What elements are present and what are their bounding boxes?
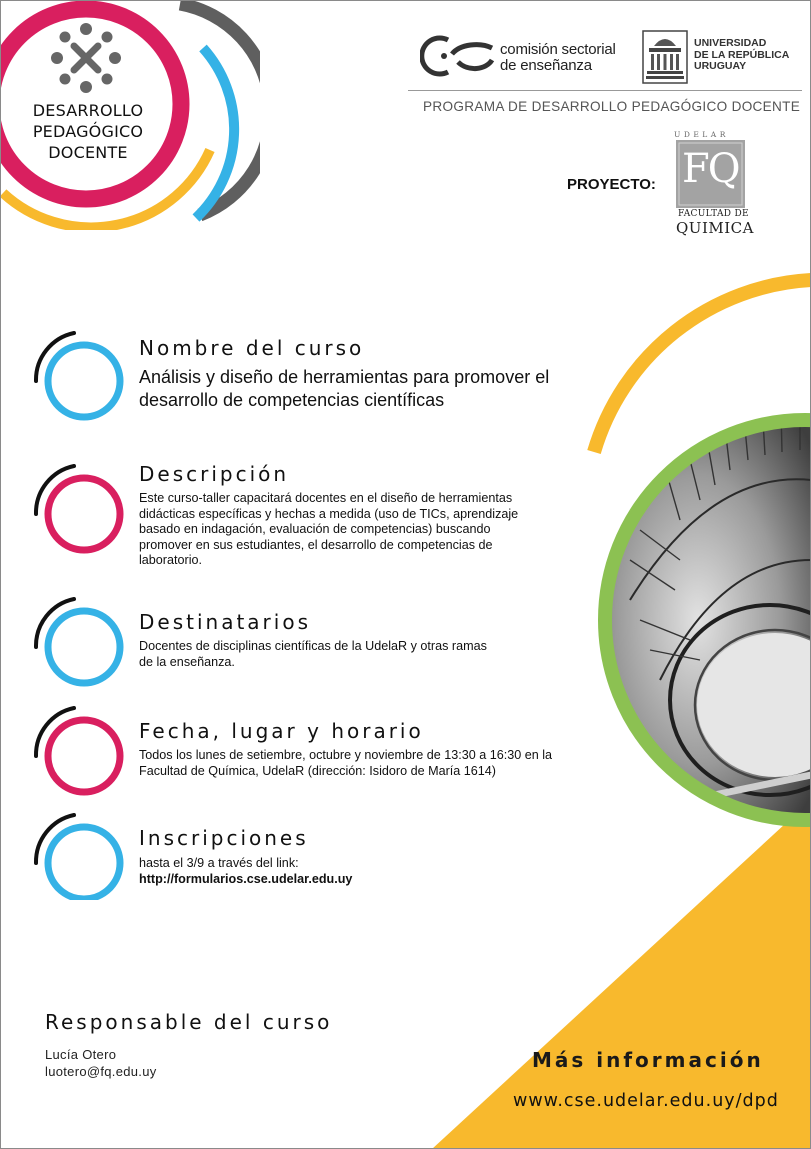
- mas-informacion-title: Más información: [532, 1048, 764, 1072]
- udelar-logo-text: [694, 38, 789, 73]
- dpd-logo-text: [12, 100, 164, 163]
- udelar-line-1: UNIVERSIDAD: [694, 37, 767, 49]
- udelar-line-2: DE LA REPÚBLICA: [694, 48, 790, 61]
- cse-logo-icon: [420, 32, 498, 80]
- section-title-inscripciones: Inscripciones: [139, 826, 309, 850]
- section-body-destinatarios: Docentes de disciplinas científicas de la UdelaR y otras ramas de la enseñanza.: [139, 639, 487, 669]
- section-title-fecha: Fecha, lugar y horario: [139, 719, 424, 743]
- cse-line-2: de enseñanza: [500, 57, 592, 74]
- dpd-line-3: DOCENTE: [48, 143, 128, 162]
- fq-facultad-text: FACULTAD DE: [678, 209, 749, 219]
- responsable-name: Lucía Otero: [45, 1047, 117, 1062]
- fq-quimica-text: QUIMICA: [676, 219, 754, 237]
- header-divider: [408, 90, 802, 91]
- section-body-inscripciones: [139, 856, 539, 887]
- section-title-descripcion: Descripción: [139, 462, 290, 486]
- responsable-email[interactable]: luotero@fq.edu.uy: [45, 1064, 157, 1079]
- proyecto-label: PROYECTO:: [567, 176, 656, 193]
- ring-fecha: [48, 720, 120, 792]
- cse-logo-text: [500, 42, 616, 74]
- dpd-line-1: DESARROLLO: [32, 101, 144, 120]
- people-circle-icon: [50, 22, 122, 94]
- section-rings: [28, 320, 138, 900]
- staircase-photo: [560, 255, 811, 945]
- responsable-title: Responsable del curso: [45, 1010, 333, 1034]
- info-url-link[interactable]: www.cse.udelar.edu.uy/dpd: [513, 1091, 779, 1111]
- section-title-destinatarios: Destinatarios: [139, 610, 311, 634]
- inscripciones-link[interactable]: http://formularios.cse.udelar.edu.uy: [139, 871, 353, 886]
- inscripciones-text: hasta el 3/9 a través del link:: [139, 856, 299, 870]
- udelar-building-icon: [642, 30, 688, 84]
- ring-inscripciones: [48, 827, 120, 899]
- fq-udelar-text: UDELAR: [674, 130, 729, 139]
- ring-descripcion: [48, 478, 120, 550]
- udelar-line-3: URUGUAY: [694, 60, 747, 72]
- ring-nombre: [48, 345, 120, 417]
- section-title-nombre: Nombre del curso: [139, 336, 365, 360]
- section-subtitle-nombre: Análisis y diseño de herramientas para promover el desarrollo de competencias científicas: [139, 367, 550, 410]
- dpd-line-2: PEDAGÓGICO: [32, 122, 144, 141]
- section-body-fecha: Todos los lunes de setiembre, octubre y noviembre de 13:30 a 16:30 en la Facultad de Química, UdelaR (dirección: Isidoro de María 1614): [139, 748, 553, 778]
- ring-destinatarios: [48, 611, 120, 683]
- section-body-descripcion: Este curso-taller capacitará docentes en el diseño de herramientas didácticas específicas y hechas a medida (uso de TICs, aprendizaje basado en indagación, evaluación de competencias) buscando promover en sus estudiantes, el desarrollo de competencias de laboratorio.: [139, 491, 519, 567]
- fq-letters: FQ: [682, 146, 739, 192]
- programa-heading: PROGRAMA DE DESARROLLO PEDAGÓGICO DOCENTE: [423, 99, 801, 114]
- cse-line-1: comisión sectorial: [500, 41, 616, 58]
